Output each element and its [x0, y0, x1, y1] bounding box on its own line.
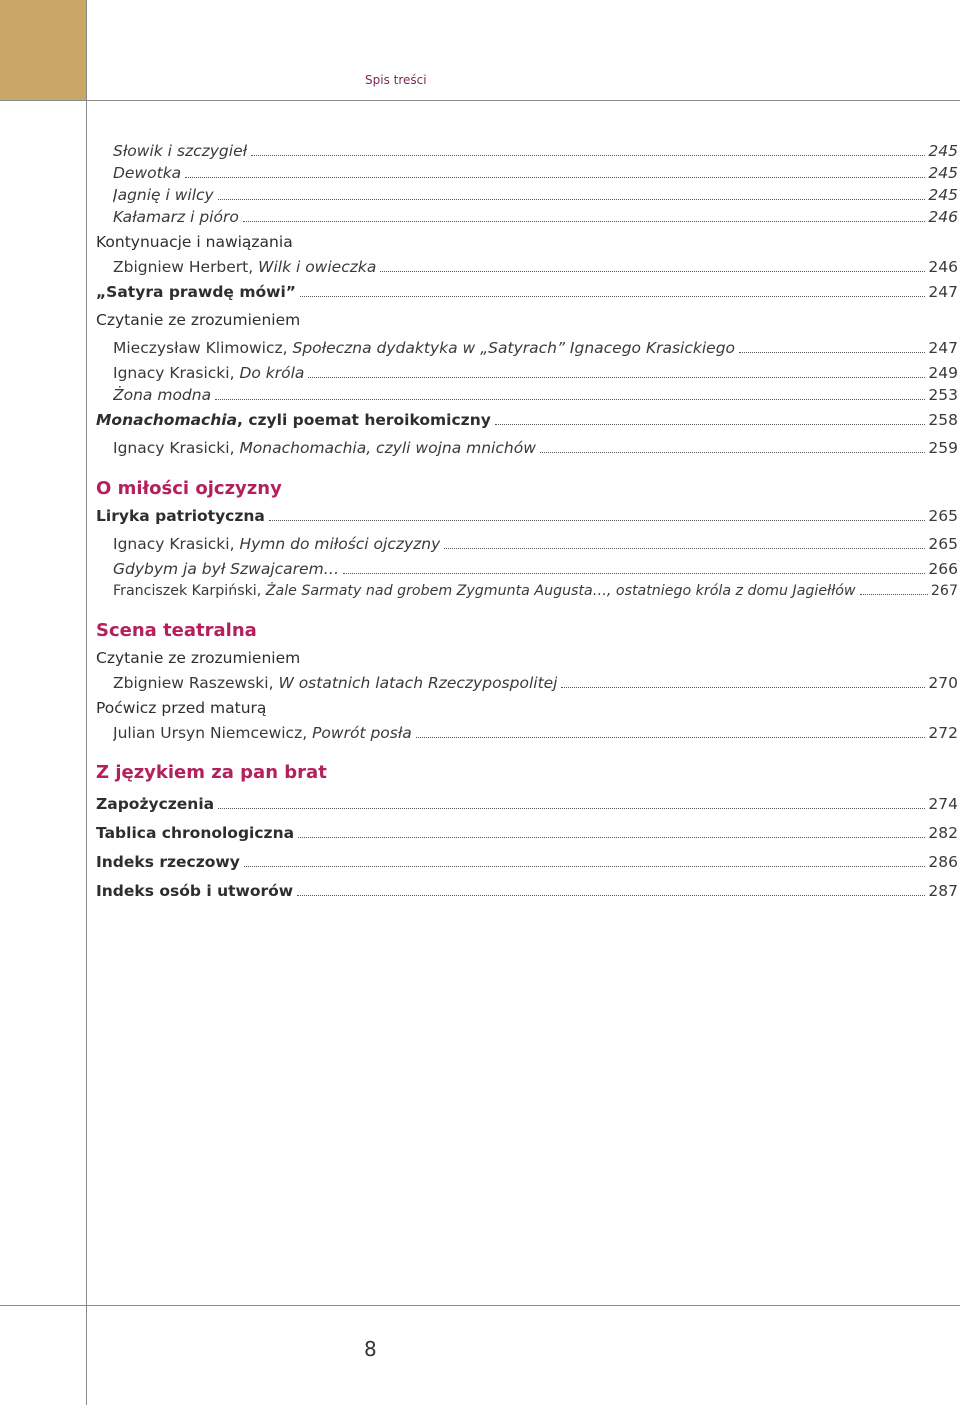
page-ref: 259	[928, 439, 958, 457]
page-ref: 265	[928, 535, 958, 553]
toc-entry[interactable]: Mieczysław Klimowicz, Społeczna dydaktyka w „Satyrach” Ignacego Krasickiego 247	[96, 334, 958, 362]
corner-decoration	[0, 0, 86, 100]
toc-subheading: Czytanie ze zrozumieniem	[96, 311, 301, 329]
footer-rule	[0, 1305, 960, 1306]
table-of-contents	[96, 140, 958, 902]
toc-subheading: Czytanie ze zrozumieniem	[96, 649, 301, 667]
section-heading: Scena teatralna	[96, 620, 257, 641]
toc-entry[interactable]: Tablica chronologiczna 282	[96, 824, 958, 842]
page-ref: 245	[928, 142, 958, 160]
page-ref: 246	[928, 258, 958, 276]
page-ref: 247	[928, 283, 958, 301]
page-ref: 265	[928, 507, 958, 525]
page-ref: 274	[928, 795, 958, 813]
toc-entry[interactable]: Jagnię i wilcy 245	[113, 186, 958, 204]
toc-entry[interactable]: Zbigniew Herbert, Wilk i owieczka 246	[113, 258, 958, 276]
page-ref: 266	[928, 560, 958, 578]
page-ref: 258	[928, 411, 958, 429]
page-ref: 286	[928, 853, 958, 871]
toc-subheading: Kontynuacje i nawiązania	[96, 233, 293, 251]
page-ref: 245	[928, 186, 958, 204]
page-ref: 253	[928, 386, 958, 404]
page-ref: 249	[928, 364, 958, 382]
section-heading: O miłości ojczyzny	[96, 478, 282, 499]
toc-entry[interactable]: Słowik i szczygieł 245	[113, 142, 958, 160]
page-ref: 287	[928, 882, 958, 900]
toc-entry[interactable]: „Satyra prawdę mówi” 247	[96, 278, 958, 306]
toc-entry[interactable]: Ignacy Krasicki, Do króla 249	[113, 364, 958, 382]
toc-entry[interactable]: Indeks rzeczowy 286	[96, 853, 958, 871]
toc-entry[interactable]: Ignacy Krasicki, Hymn do miłości ojczyzny 265	[96, 530, 958, 558]
page-ref: 245	[928, 164, 958, 182]
toc-entry[interactable]: Żona modna 253	[113, 386, 958, 404]
toc-entry[interactable]: Dewotka 245	[113, 164, 958, 182]
vertical-rule	[86, 0, 87, 1405]
toc-entry[interactable]: Zapożyczenia 274	[96, 795, 958, 813]
page-ref: 282	[928, 824, 958, 842]
page-ref: 270	[928, 674, 958, 692]
toc-entry[interactable]: Gdybym ja był Szwajcarem… 266	[113, 560, 958, 578]
toc-entry[interactable]: Zbigniew Raszewski, W ostatnich latach Rzeczypospolitej 270	[113, 674, 958, 692]
toc-entry[interactable]: Ignacy Krasicki, Monachomachia, czyli wojna mnichów 259	[96, 434, 958, 462]
page-ref: 246	[928, 208, 958, 226]
header-rule	[0, 100, 960, 101]
toc-entry[interactable]: Kałamarz i pióro 246	[113, 208, 958, 226]
page-ref: 272	[928, 724, 958, 742]
page-number: 8	[364, 1337, 377, 1361]
toc-subheading: Poćwicz przed maturą	[96, 699, 267, 717]
page-ref: 267	[930, 583, 958, 599]
running-header: Spis treści	[365, 73, 427, 87]
toc-entry[interactable]: Indeks osób i utworów 287	[96, 882, 958, 900]
toc-entry[interactable]: Franciszek Karpiński, Żale Sarmaty nad grobem Zygmunta Augusta…, ostatniego króla z domu Jagiełłów 267	[96, 580, 958, 602]
toc-entry[interactable]: Monachomachia, czyli poemat heroikomiczny 258	[96, 406, 958, 434]
toc-entry[interactable]: Liryka patriotyczna 265	[96, 502, 958, 530]
toc-entry[interactable]: Julian Ursyn Niemcewicz, Powrót posła 272	[113, 724, 958, 742]
page-ref: 247	[928, 339, 958, 357]
section-heading: Z językiem za pan brat	[96, 762, 327, 783]
